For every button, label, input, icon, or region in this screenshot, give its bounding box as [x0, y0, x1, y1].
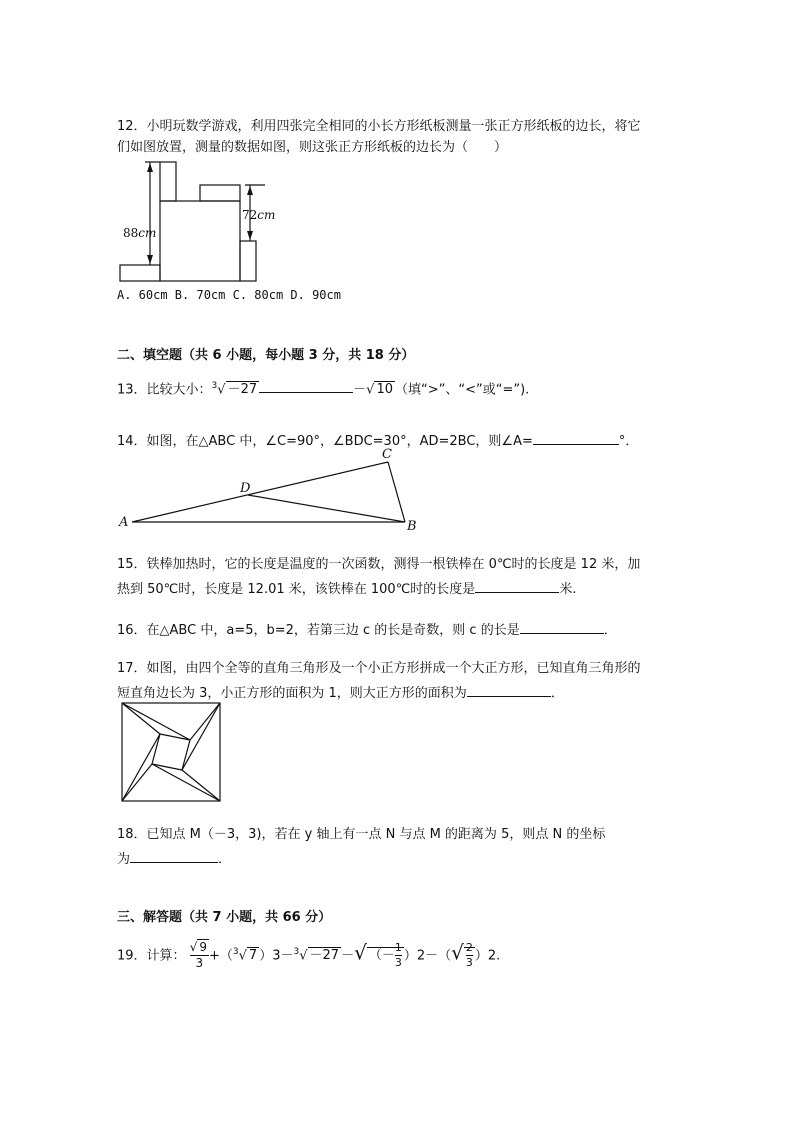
q13-root-index: 3: [211, 381, 218, 391]
q13-radicand2: 10: [376, 382, 393, 398]
q12-label-72-unit: cm: [257, 208, 276, 222]
q19-m1: －: [341, 948, 355, 964]
q12-line1: 12．小明玩数学游戏，利用四张完全相同的小长方形纸板测量一张正方形纸板的边长，将它: [117, 119, 641, 134]
q17-suffix: ．: [550, 686, 564, 701]
q13-radicand1: －27: [227, 382, 258, 398]
radical-sign: √: [238, 948, 247, 964]
q14-label-B: B: [407, 519, 417, 534]
radical-sign: √: [354, 940, 367, 965]
q13-minus: －: [353, 382, 367, 398]
q19-one: 1: [394, 941, 402, 955]
q14-label-D: D: [240, 481, 251, 496]
q19-frac2: [395, 941, 402, 970]
q18-line2: [117, 848, 231, 869]
q14-label-C: C: [382, 447, 392, 462]
q17-line2-prefix: 短直角边长为 3，小正方形的面积为 1，则大正方形的面积为: [117, 686, 467, 701]
q19-p3: ）3－: [259, 948, 294, 964]
q19-plus: +（: [208, 948, 233, 964]
q19-sq: ）2－（: [403, 948, 452, 964]
q19-frac1: $\frac{√ 9}{3}$: [189, 940, 207, 971]
q14-suffix: °．: [618, 434, 639, 449]
radical-sign: √: [217, 382, 226, 398]
q19-three2: 3: [465, 956, 473, 970]
radical-sign: √: [366, 382, 375, 398]
q19-end: ）2.: [474, 948, 501, 964]
section2-heading: 二、填空题（共 6 小题，每小题 3 分，共 18 分）: [117, 348, 415, 363]
q16-text: 16．在△ABC 中，a=5，b=2，若第三边 c 的长是奇数，则 c 的长是: [117, 623, 520, 638]
q12-label-88-value: 88: [123, 226, 139, 240]
q19-two: 2: [465, 941, 473, 955]
radical-sign: √: [299, 948, 308, 964]
q12-label-88-unit: cm: [138, 226, 157, 240]
q12-options: A. 60cm B. 70cm C. 80cm D. 90cm: [117, 288, 341, 302]
section3-heading: 三、解答题（共 7 小题，共 66 分）: [117, 910, 332, 925]
q19-d3: 3: [195, 956, 204, 971]
q19-radicand3: [367, 941, 404, 970]
q15-line1: 15．铁棒加热时，它的长度是温度的一次函数，测得一根铁棒在 0℃时的长度是 12 米，加: [117, 557, 641, 572]
q19-three: 3: [394, 956, 402, 970]
q15-line2-prefix: 热到 50℃时，长度是 12.01 米，该铁棒在 100℃时的长度是: [117, 582, 476, 597]
q18-line2-prefix: 为: [117, 852, 131, 867]
q13-suffix: （填“>”、“<”或“=”).: [394, 382, 530, 398]
big-square: [122, 703, 220, 801]
q14-label-A: A: [119, 515, 129, 530]
q19-r7: 7: [248, 948, 258, 964]
radical-sign: √: [451, 940, 464, 965]
q12-label-72-value: 72: [242, 208, 258, 222]
q15-suffix: 米.: [559, 582, 577, 597]
q18-line1: 18．已知点 M（－3，3)，若在 y 轴上有一点 N 与点 M 的距离为 5，则点 N 的坐标: [117, 827, 606, 842]
q19-n9: 9: [199, 940, 207, 955]
q13-prefix: 13．比较大小：: [117, 382, 212, 398]
q19-idx3b: 3: [293, 947, 300, 957]
q17-line1: 17．如图，由四个全等的直角三角形及一个小正方形拼成一个大正方形，已知直角三角形的: [117, 661, 641, 676]
q14-text: 14．如图，在△ABC 中，∠C=90°，∠BDC=30°，AD=2BC，则∠A=: [117, 434, 533, 449]
q19: [117, 932, 500, 972]
q16-suffix: ．: [603, 623, 617, 638]
q18-suffix: ．: [218, 852, 232, 867]
q19-radicand4: [464, 941, 475, 970]
q19-idx3: 3: [232, 947, 239, 957]
q19-inner: （－: [368, 948, 395, 964]
q19-frac3: [466, 941, 473, 970]
q18-blank[interactable]: [130, 848, 218, 863]
q19-prefix: 19．计算：: [117, 948, 186, 964]
q12-line2: 们如图放置，测量的数据如图，则这张正方形纸板的边长为（ ）: [117, 140, 508, 155]
q19-r27: －27: [309, 948, 340, 964]
small-square: [152, 734, 190, 770]
